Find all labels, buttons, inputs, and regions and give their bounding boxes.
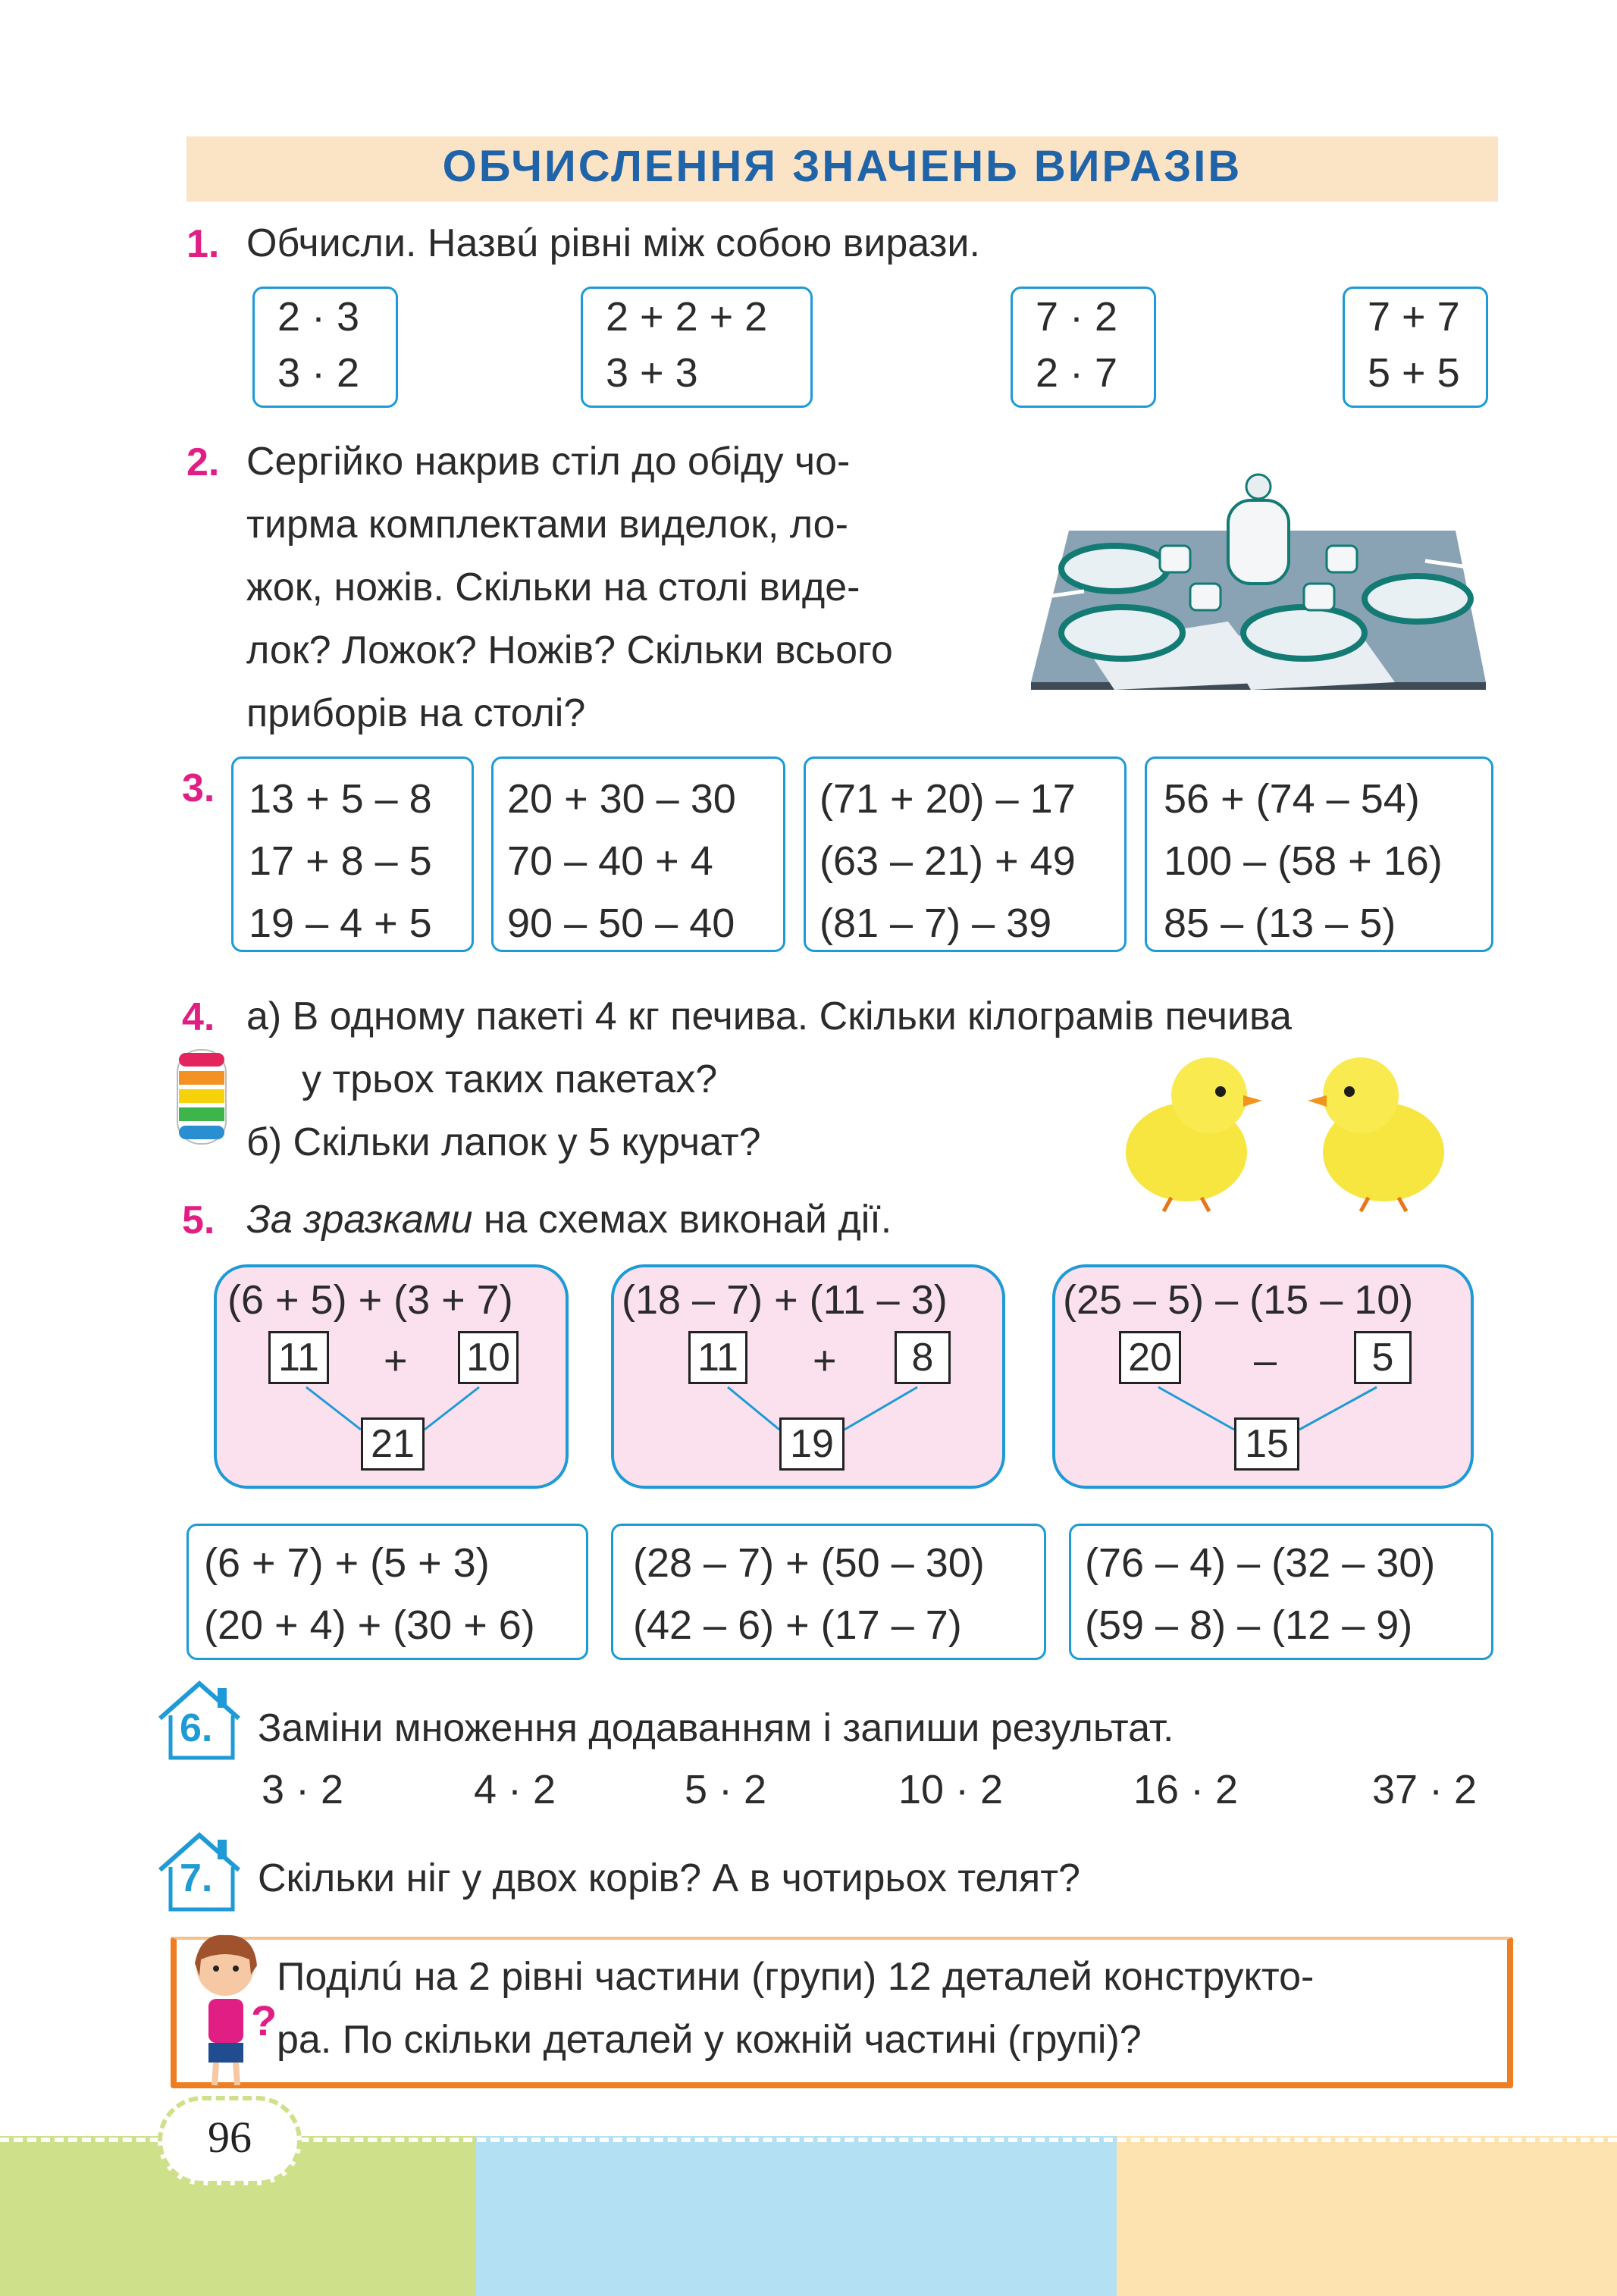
task7-text: Скільки ніг у двох корів? А в чотирьох телят?: [258, 1856, 1080, 1900]
expression: 19 – 4 + 5: [249, 901, 432, 946]
scheme-left-value: 11: [268, 1331, 329, 1384]
expression: 7 + 7: [1368, 294, 1460, 340]
scheme-right-value: 10: [458, 1331, 519, 1384]
scheme-operator: +: [384, 1338, 408, 1383]
task5-number: 5.: [182, 1198, 215, 1242]
scheme-1: [214, 1264, 569, 1489]
task7-number: 7.: [180, 1856, 213, 1900]
task1-box-4: [1343, 287, 1488, 408]
scheme-operator: –: [1254, 1338, 1277, 1383]
scheme-expression: (18 – 7) + (11 – 3): [622, 1277, 948, 1323]
task5-box-1: [186, 1524, 588, 1660]
multiplication-item: 5 · 2: [685, 1767, 767, 1812]
expression: (6 + 7) + (5 + 3): [204, 1540, 490, 1586]
expression: 3 · 2: [277, 350, 360, 396]
text-line: приборів на столі?: [246, 691, 586, 735]
extra-task-line-1: Поділú на 2 рівні частини (групи) 12 деталей конструкто-: [277, 1955, 1315, 1999]
expression: (28 – 7) + (50 – 30): [633, 1540, 985, 1586]
scheme-right-value: 8: [895, 1331, 951, 1384]
scheme-result: 21: [361, 1417, 425, 1471]
table-setting-illustration: [1001, 470, 1486, 690]
task2-number: 2.: [186, 440, 220, 484]
expression: 85 – (13 – 5): [1164, 901, 1396, 946]
task5-text-italic: За зразками: [246, 1198, 473, 1242]
task4-line-a-cont: у трьох таких пакетах?: [302, 1057, 718, 1101]
expression: (71 + 20) – 17: [819, 776, 1076, 822]
chicks-illustration: [1111, 1038, 1459, 1213]
task1-text: Обчисли. Назвú рівні між собою вирази.: [246, 221, 980, 265]
scheme-3: [1052, 1264, 1474, 1489]
multiplication-item: 37 · 2: [1372, 1767, 1478, 1812]
task5-box-2: [611, 1524, 1046, 1660]
multiplication-item: 4 · 2: [474, 1767, 556, 1812]
expression: 2 · 3: [277, 294, 360, 340]
girl-illustration: [178, 1929, 277, 2096]
multiplication-item: 3 · 2: [262, 1767, 344, 1812]
task4-line-b: б) Скільки лапок у 5 курчат?: [246, 1120, 761, 1164]
task3-box-1: [231, 756, 474, 952]
task1-number: 1.: [186, 222, 220, 266]
expression: (81 – 7) – 39: [819, 901, 1052, 946]
expression: 13 + 5 – 8: [249, 776, 432, 822]
scheme-left-value: 20: [1119, 1331, 1181, 1384]
text-line: Сергійко накрив стіл до обіду чо-: [246, 440, 851, 484]
scheme-result: 15: [1234, 1417, 1299, 1471]
footer-band-blue: [476, 2136, 1117, 2296]
expression: 3 + 3: [606, 350, 698, 396]
text-line: лок? Ложок? Ножів? Скільки всього: [246, 628, 893, 672]
task4-number: 4.: [182, 995, 215, 1039]
expression: 7 · 2: [1036, 294, 1118, 340]
expression: 5 + 5: [1368, 350, 1460, 396]
task5-box-3: [1069, 1524, 1493, 1660]
task6-text: Заміни множення додаванням і запиши результат.: [258, 1706, 1174, 1750]
scheme-expression: (6 + 5) + (3 + 7): [227, 1277, 513, 1323]
expression: (42 – 6) + (17 – 7): [633, 1602, 962, 1648]
expression: 70 – 40 + 4: [507, 838, 713, 884]
task3-box-4: [1145, 756, 1493, 952]
scheme-expression: (25 – 5) – (15 – 10): [1063, 1277, 1414, 1323]
expression: 20 + 30 – 30: [507, 776, 736, 822]
expression: 17 + 8 – 5: [249, 838, 432, 884]
task5-text-rest: на схемах виконай дії.: [472, 1198, 892, 1242]
scheme-operator: +: [813, 1338, 837, 1383]
expression: (20 + 4) + (30 + 6): [204, 1602, 535, 1648]
task2-text: [246, 431, 1004, 745]
expression: 2 + 2 + 2: [606, 294, 768, 340]
task4-line-a: а) В одному пакеті 4 кг печива. Скільки кілограмів печива: [246, 995, 1292, 1038]
expression: (76 – 4) – (32 – 30): [1085, 1540, 1436, 1586]
expression: 100 – (58 + 16): [1164, 838, 1443, 884]
multiplication-item: 10 · 2: [898, 1767, 1004, 1812]
page-title: ОБЧИСЛЕННЯ ЗНАЧЕНЬ ВИРАЗІВ: [442, 142, 1243, 191]
scheme-left-value: 11: [688, 1331, 747, 1384]
text-line: жок, ножів. Скільки на столі виде-: [246, 565, 860, 609]
page-number: 96: [208, 2113, 252, 2162]
task3-box-3: [804, 756, 1127, 952]
text-line: тирма комплектами виделок, ло-: [246, 503, 848, 547]
expression: 2 · 7: [1036, 350, 1118, 396]
scheme-2: [611, 1264, 1005, 1489]
difficulty-level-icon: [176, 1048, 229, 1147]
expression: 90 – 50 – 40: [507, 901, 735, 946]
scheme-right-value: 5: [1354, 1331, 1412, 1384]
expression: (63 – 21) + 49: [819, 838, 1076, 884]
svg-text:?: ?: [251, 1997, 277, 2044]
task3-box-2: [491, 756, 785, 952]
expression: 56 + (74 – 54): [1164, 776, 1420, 822]
footer-band-orange: [1117, 2136, 1617, 2296]
task6-number: 6.: [180, 1706, 213, 1750]
expression: (59 – 8) – (12 – 9): [1085, 1602, 1413, 1648]
multiplication-item: 16 · 2: [1133, 1767, 1239, 1812]
extra-task-line-2: ра. По скільки деталей у кожній частині (групі)?: [277, 2018, 1142, 2062]
task5-text: [246, 1189, 892, 1251]
task3-number: 3.: [182, 766, 215, 810]
scheme-result: 19: [779, 1417, 845, 1471]
task1-box-1: [252, 287, 398, 408]
task1-box-3: [1011, 287, 1156, 408]
task1-box-2: [581, 287, 813, 408]
